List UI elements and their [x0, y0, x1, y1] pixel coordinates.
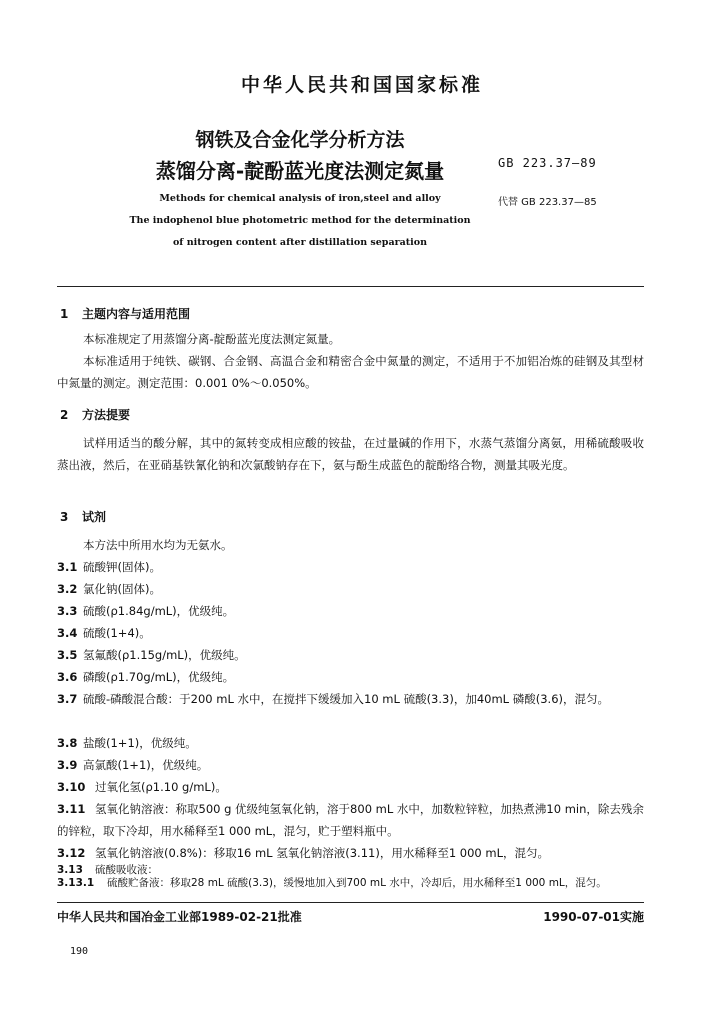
item-text: 氢氧化钠溶液(0.8%)：移取16 mL 氢氧化钠溶液(3.11)，用水稀释至1 000 mL，混匀。: [95, 846, 550, 860]
section-3-intro: 本方法中所用水均为无氨水。: [83, 538, 233, 552]
section-3-heading: [60, 508, 106, 525]
item-text: 磷酸(ρ1.70g/mL)，优级纯。: [83, 670, 235, 684]
list-item: [57, 556, 644, 578]
item-text: 氢氟酸(ρ1.15g/mL)，优级纯。: [83, 648, 246, 662]
header-divider: [57, 286, 644, 287]
item-number: 3.12: [57, 846, 86, 860]
item-text: 硫酸(1+4)。: [83, 626, 151, 640]
english-title-line-2: The indophenol blue photometric method for the determination: [129, 215, 471, 226]
list-item: [57, 798, 644, 842]
item-number: 3.7: [57, 692, 78, 706]
list-item: [57, 666, 644, 688]
list-item: [57, 644, 644, 666]
item-number: 3.8: [57, 736, 78, 750]
item-text: 氯化钠(固体)。: [83, 582, 161, 596]
item-text: 硫酸贮备液：移取28 mL 硫酸(3.3)，缓慢地加入到700 mL 水中，冷却后，用水稀释至1 000 mL，混匀。: [107, 877, 607, 889]
section-2-paragraph-1: 试样用适当的酸分解，其中的氮转变成相应酸的铵盐，在过量碱的作用下，水蒸气蒸馏分离氨，用稀硫酸吸收蒸出液，然后，在亚硝基铁氰化钠和次氯酸钠存在下，氨与酚生成蓝色的靛酚络合物，测量其吸光度。: [57, 436, 644, 472]
section-number: 2: [60, 408, 69, 422]
section-1-paragraph-1: 本标准规定了用蒸馏分离-靛酚蓝光度法测定氮量。: [83, 332, 341, 346]
list-item: [57, 864, 644, 877]
national-standard-heading: 中华人民共和国国家标准: [240, 74, 483, 96]
title-line-2: 蒸馏分离-靛酚蓝光度法测定氮量: [155, 159, 445, 183]
english-title-line-3: of nitrogen content after distillation separation: [172, 237, 428, 248]
list-item: [57, 842, 644, 864]
item-number: 3.5: [57, 648, 78, 662]
footer-divider: [57, 902, 644, 903]
item-number: 3.1: [57, 560, 78, 574]
section-title: 试剂: [82, 510, 107, 524]
list-item: [57, 776, 644, 798]
section-1-paragraph-2: 本标准适用于纯铁、碳钢、合金钢、高温合金和精密合金中氮量的测定，不适用于不加铝冶炼的硅钢及其型材中氮量的测定。测定范围：0.001 0%～0.050%。: [57, 354, 644, 390]
section-number: 1: [60, 307, 69, 321]
item-text: 高氯酸(1+1)，优级纯。: [83, 758, 209, 772]
list-item: [57, 622, 644, 644]
item-number: 3.11: [57, 802, 86, 816]
item-text: 氢氧化钠溶液：称取500 g 优级纯氢氧化钠，溶于800 mL 水中，加数粒锌粒，加热煮沸10 min，除去残余的锌粒，取下冷却，用水稀释至1 000 mL，混匀，贮于塑料瓶中。: [57, 802, 644, 838]
item-number: 3.2: [57, 582, 78, 596]
list-item: [57, 688, 644, 710]
section-title: 主题内容与适用范围: [82, 307, 191, 321]
section-1-heading: [60, 305, 190, 322]
item-number: 3.13: [57, 864, 83, 876]
item-text: 盐酸(1+1)，优级纯。: [83, 736, 197, 750]
section-2-heading: [60, 406, 130, 423]
title-line-1: 钢铁及合金化学分析方法: [195, 129, 405, 151]
item-text: 硫酸(ρ1.84g/mL)，优级纯。: [83, 604, 235, 618]
page-number: 190: [70, 946, 89, 957]
item-number: 3.9: [57, 758, 78, 772]
implementation-date: 1990-07-01实施: [543, 910, 644, 924]
english-title-line-1: Methods for chemical analysis of iron,steel and alloy: [159, 193, 441, 204]
list-item: [57, 877, 644, 890]
list-item: [57, 600, 644, 622]
section-title: 方法提要: [82, 408, 131, 422]
item-number: 3.3: [57, 604, 78, 618]
standard-code: GB 223.37—89: [498, 156, 597, 170]
section-number: 3: [60, 510, 69, 524]
item-text: 硫酸-磷酸混合酸：于200 mL 水中，在搅拌下缓缓加入10 mL 硫酸(3.3)，加40mL 磷酸(3.6)，混匀。: [83, 692, 609, 706]
list-item: [57, 732, 644, 754]
item-text: 过氧化氢(ρ1.10 g/mL)。: [95, 780, 227, 794]
list-item: [57, 754, 644, 776]
item-text: 硫酸吸收液：: [95, 864, 158, 876]
replaces-standard: 代替 GB 223.37—85: [498, 197, 597, 208]
item-text: 硫酸钾(固体)。: [83, 560, 161, 574]
list-item: [57, 578, 644, 600]
approval-statement: 中华人民共和国冶金工业部1989-02-21批准: [57, 910, 302, 924]
item-number: 3.6: [57, 670, 78, 684]
item-number: 3.10: [57, 780, 86, 794]
item-number: 3.4: [57, 626, 78, 640]
item-number: 3.13.1: [57, 877, 95, 889]
